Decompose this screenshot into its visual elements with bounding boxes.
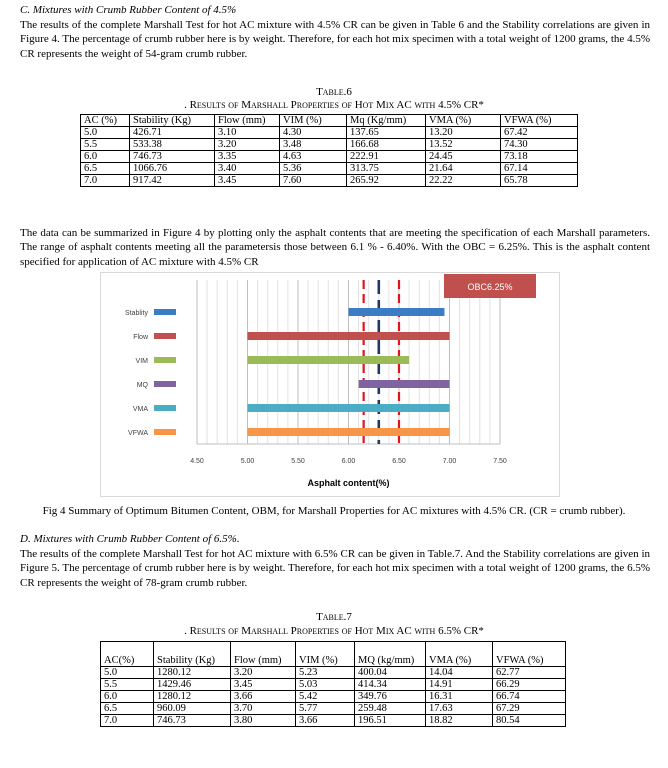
table-cell: 3.35 [215, 151, 280, 163]
table-cell: 67.29 [493, 703, 566, 715]
series-range-bar [248, 428, 450, 436]
table-cell: 74.30 [501, 139, 578, 151]
series-range-bar [359, 380, 450, 388]
table-cell: 3.40 [215, 163, 280, 175]
table-cell: 1066.76 [130, 163, 215, 175]
table-cell: 5.23 [296, 667, 355, 679]
legend-swatch [154, 309, 176, 315]
section-d-paragraph-1: The results of the complete Marshall Test for hot AC mixture with 6.5% CR can be given in Table.7. And the Stability correlations are given in Figure 5. The percentage of crumb rubber here is by weight. Therefore, for each hot mix specimen with a total weight of 1200 grams, the 6.5% CR represents the weight of 78-gram crumb rubber. [20, 548, 650, 589]
table-cell: 166.68 [347, 139, 426, 151]
legend-swatch [154, 381, 176, 387]
table-cell: 400.04 [355, 667, 426, 679]
section-c-paragraph-2: The data can be summarized in Figure 4 by plotting only the asphalt contents that are meeting the specification of each Marshall parameters. The range of asphalt contents meeting all the parametersis those between 6.1 % - 6.40%. With the OBC = 6.25%. This is the asphalt content specified for application of AC mixture with 4.5% CR [20, 227, 650, 268]
table-cell: 6.5 [81, 163, 130, 175]
table-cell: 24.45 [426, 151, 501, 163]
table-cell: 3.10 [215, 127, 280, 139]
table-cell: 13.20 [426, 127, 501, 139]
x-tick-label: 6.50 [392, 458, 406, 465]
table-row [81, 139, 578, 151]
legend-label: Stablity [125, 310, 148, 317]
legend-swatch [154, 429, 176, 435]
table-cell: 222.91 [347, 151, 426, 163]
table-7 [100, 641, 566, 727]
table-6 [80, 114, 578, 187]
table-cell: 746.73 [130, 151, 215, 163]
table-cell: 66.74 [493, 691, 566, 703]
table-cell: 3.70 [231, 703, 296, 715]
table-cell: 16.31 [426, 691, 493, 703]
table-cell: 14.04 [426, 667, 493, 679]
table-row [81, 163, 578, 175]
table-cell: 349.76 [355, 691, 426, 703]
legend-swatch [154, 357, 176, 363]
table-7-header-cell: AC(%) [101, 642, 154, 667]
table-cell: 1429.46 [154, 679, 231, 691]
table-cell: 5.0 [81, 127, 130, 139]
section-d-heading: D. Mixtures with Crumb Rubber Content of 6.5%. [20, 533, 240, 545]
table-cell: 960.09 [154, 703, 231, 715]
table-cell: 3.45 [231, 679, 296, 691]
table-6-header-cell: Stability (Kg) [130, 115, 215, 127]
table-cell: 7.60 [280, 175, 347, 187]
table-cell: 5.77 [296, 703, 355, 715]
table-row [101, 691, 566, 703]
series-range-bar [248, 356, 410, 364]
table-6-header-row [81, 115, 578, 127]
table-7-title: Table.7 [316, 611, 352, 623]
table-cell: 22.22 [426, 175, 501, 187]
table-7-header-row [101, 642, 566, 667]
chart-svg [100, 272, 560, 497]
x-tick-label: 6.00 [341, 458, 356, 465]
figure-4-chart [100, 272, 560, 497]
table-cell: 196.51 [355, 715, 426, 727]
table-cell: 1280.12 [154, 667, 231, 679]
section-c-paragraph-1: The results of the complete Marshall Test for hot AC mixture with 4.5% CR can be given in Table 6 and the Stability correlations are given in Figure 4. The percentage of crumb rubber here is by weight. Therefore, for each hot mix specimen with a total weight of 1200 grams, the 4.5% CR represents the weight of 54-gram crumb rubber. [20, 19, 650, 60]
table-cell: 66.29 [493, 679, 566, 691]
table-6-header-cell: VIM (%) [280, 115, 347, 127]
table-row [101, 703, 566, 715]
legend-swatch [154, 405, 176, 411]
x-axis-title: Asphalt content(%) [307, 478, 390, 488]
table-cell: 13.52 [426, 139, 501, 151]
table-cell: 5.5 [101, 679, 154, 691]
table-cell: 5.03 [296, 679, 355, 691]
table-cell: 5.42 [296, 691, 355, 703]
table-cell: 3.45 [215, 175, 280, 187]
series-range-bar [248, 404, 450, 412]
table-cell: 137.65 [347, 127, 426, 139]
table-cell: 65.78 [501, 175, 578, 187]
table-7-subtitle: . Results of Marshall Properties of Hot Mix AC with 6.5% CR* [184, 625, 484, 637]
table-6-title: Table.6 [316, 86, 352, 98]
table-cell: 7.0 [81, 175, 130, 187]
series-range-bar [349, 308, 445, 316]
table-cell: 67.14 [501, 163, 578, 175]
table-6-header-cell: Mq (Kg/mm) [347, 115, 426, 127]
series-range-bar [248, 332, 450, 340]
table-cell: 917.42 [130, 175, 215, 187]
table-7-header-cell: VMA (%) [426, 642, 493, 667]
legend-swatch [154, 333, 176, 339]
section-c-heading: C. Mixtures with Crumb Rubber Content of 4.5% [20, 4, 237, 16]
x-tick-label: 7.50 [493, 458, 507, 465]
table-cell: 21.64 [426, 163, 501, 175]
table-cell: 313.75 [347, 163, 426, 175]
table-cell: 17.63 [426, 703, 493, 715]
table-cell: 746.73 [154, 715, 231, 727]
table-cell: 4.63 [280, 151, 347, 163]
table-row [81, 175, 578, 187]
legend-label: VMA [132, 406, 148, 413]
table-7-header-cell: VIM (%) [296, 642, 355, 667]
table-cell: 14.91 [426, 679, 493, 691]
table-cell: 5.5 [81, 139, 130, 151]
table-cell: 3.20 [215, 139, 280, 151]
table-cell: 80.54 [493, 715, 566, 727]
table-6-subtitle: . Results of Marshall Properties of Hot Mix AC with 4.5% CR* [184, 99, 484, 111]
x-tick-label: 4.50 [190, 458, 204, 465]
figure-4-caption: Fig 4 Summary of Optimum Bitumen Content, OBM, for Marshall Properties for AC mixtures with 4.5% CR. (CR = crumb rubber). [42, 505, 626, 517]
table-row [101, 679, 566, 691]
table-cell: 5.36 [280, 163, 347, 175]
table-cell: 3.20 [231, 667, 296, 679]
table-cell: 1280.12 [154, 691, 231, 703]
x-tick-label: 7.00 [442, 458, 457, 465]
table-row [101, 715, 566, 727]
x-tick-label: 5.00 [240, 458, 255, 465]
table-cell: 533.38 [130, 139, 215, 151]
table-cell: 6.0 [101, 691, 154, 703]
table-cell: 265.92 [347, 175, 426, 187]
table-7-header-cell: Flow (mm) [231, 642, 296, 667]
table-cell: 67.42 [501, 127, 578, 139]
table-cell: 3.80 [231, 715, 296, 727]
obc-callout-label: OBC6.25% [467, 282, 513, 292]
table-cell: 62.77 [493, 667, 566, 679]
legend-label: VIM [135, 358, 148, 365]
table-row [101, 667, 566, 679]
table-7-header-cell: Stability (Kg) [154, 642, 231, 667]
table-6-header-cell: AC (%) [81, 115, 130, 127]
table-6-header-cell: VMA (%) [426, 115, 501, 127]
table-cell: 6.0 [81, 151, 130, 163]
table-cell: 259.48 [355, 703, 426, 715]
table-6-header-cell: VFWA (%) [501, 115, 578, 127]
table-cell: 426.71 [130, 127, 215, 139]
table-row [81, 127, 578, 139]
legend-label: MQ [136, 382, 148, 389]
table-cell: 5.0 [101, 667, 154, 679]
table-row [81, 151, 578, 163]
legend-label: Flow [133, 334, 148, 341]
table-cell: 3.48 [280, 139, 347, 151]
table-7-header-cell: MQ (kg/mm) [355, 642, 426, 667]
x-tick-label: 5.50 [291, 458, 305, 465]
table-cell: 6.5 [101, 703, 154, 715]
table-cell: 73.18 [501, 151, 578, 163]
table-7-header-cell: VFWA (%) [493, 642, 566, 667]
table-cell: 7.0 [101, 715, 154, 727]
table-6-header-cell: Flow (mm) [215, 115, 280, 127]
table-cell: 3.66 [296, 715, 355, 727]
table-cell: 4.30 [280, 127, 347, 139]
legend-label: VFWA [128, 430, 148, 437]
table-cell: 3.66 [231, 691, 296, 703]
table-cell: 414.34 [355, 679, 426, 691]
table-cell: 18.82 [426, 715, 493, 727]
